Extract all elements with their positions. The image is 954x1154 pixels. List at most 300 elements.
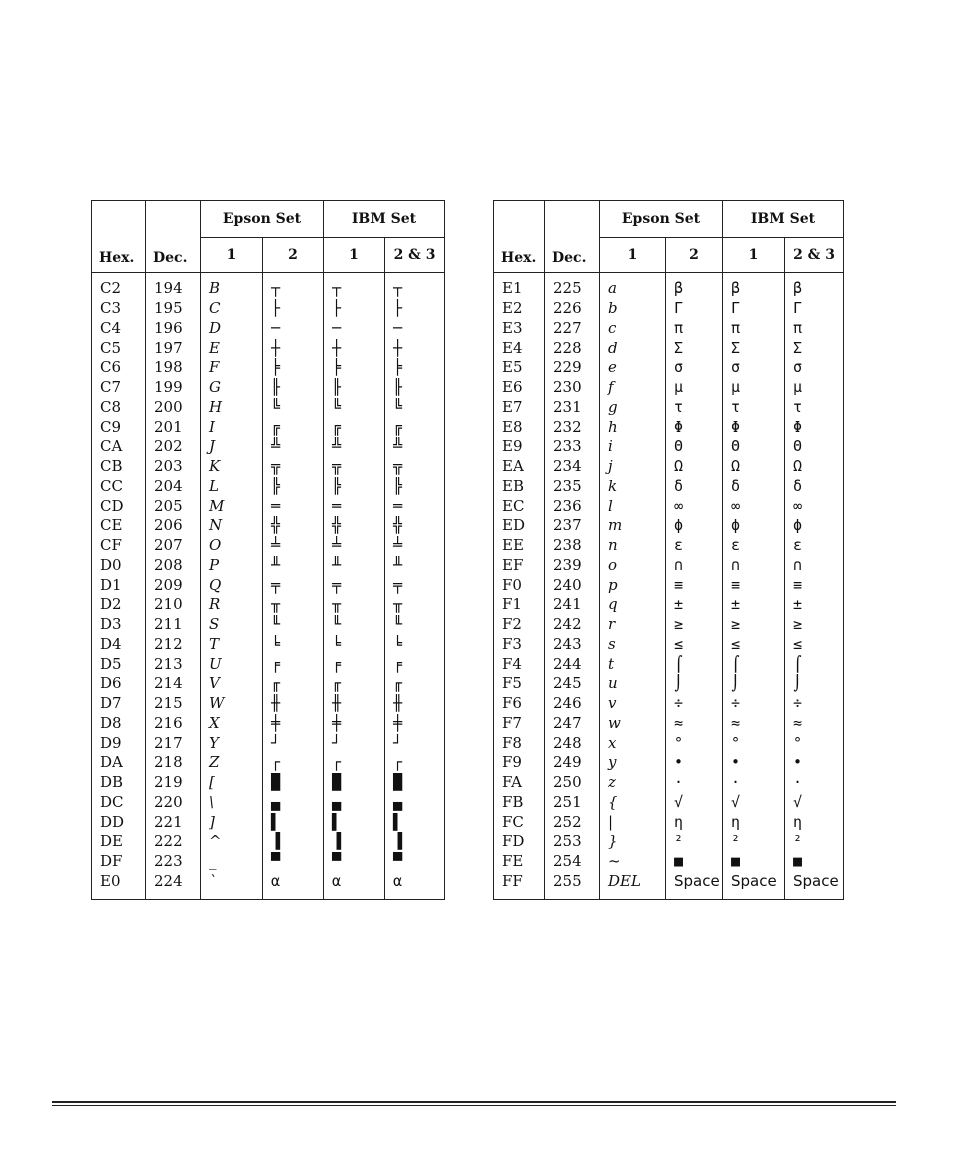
epson-1-cell: ~ [600, 852, 666, 872]
ibm-1-cell: ▐ [324, 832, 385, 852]
epson-col-1-header: 1 [600, 238, 666, 273]
ibm-23-cell: π [785, 319, 844, 339]
epson-1-cell: K [201, 457, 263, 477]
table-row [92, 595, 445, 615]
ibm-1-cell: ∩ [723, 556, 785, 576]
ibm-23-cell: ═ [385, 496, 445, 516]
ibm-1-cell: █ [324, 773, 385, 793]
dec-cell: 245 [545, 674, 600, 694]
epson-set-header: Epson Set [600, 201, 723, 238]
ibm-1-cell: ≤ [723, 635, 785, 655]
epson-1-cell: d [600, 338, 666, 358]
table-row [92, 575, 445, 595]
hex-cell: FA [494, 773, 545, 793]
epson-2-cell: ² [666, 832, 723, 852]
table-row [92, 477, 445, 497]
table-row [494, 773, 844, 793]
table-row [92, 852, 445, 872]
dec-cell: 232 [545, 417, 600, 437]
hex-cell: E3 [494, 319, 545, 339]
ibm-1-cell: Φ [723, 417, 785, 437]
hex-cell: C4 [92, 319, 146, 339]
ibm-set-header: IBM Set [324, 201, 445, 238]
table-row [494, 654, 844, 674]
ibm-1-cell: ϕ [723, 516, 785, 536]
dec-cell: 203 [146, 457, 201, 477]
epson-1-cell: b [600, 299, 666, 319]
epson-2-cell: ε [666, 536, 723, 556]
epson-1-cell: a [600, 273, 666, 299]
table-body-right [494, 273, 844, 900]
ibm-col-23-header: 2 & 3 [785, 238, 844, 273]
ibm-23-cell: ╫ [385, 694, 445, 714]
epson-1-cell: B [201, 273, 263, 299]
ibm-23-cell: ⌡ [785, 674, 844, 694]
dec-header: Dec. [146, 201, 201, 273]
table-row [494, 595, 844, 615]
dec-cell: 222 [146, 832, 201, 852]
ibm-23-cell: ▐ [385, 832, 445, 852]
table-row [92, 556, 445, 576]
table-row [494, 273, 844, 299]
table-row [92, 872, 445, 900]
dec-cell: 219 [146, 773, 201, 793]
dec-cell: 208 [146, 556, 201, 576]
epson-1-cell: { [600, 793, 666, 813]
dec-cell: 248 [545, 733, 600, 753]
epson-1-cell: _ [201, 852, 263, 872]
epson-2-cell: π [666, 319, 723, 339]
hex-cell: EB [494, 477, 545, 497]
ibm-1-cell: ° [723, 733, 785, 753]
dec-cell: 224 [146, 872, 201, 900]
ibm-23-cell: σ [785, 358, 844, 378]
epson-1-cell: J [201, 437, 263, 457]
epson-1-cell: ] [201, 812, 263, 832]
hex-cell: CB [92, 457, 146, 477]
epson-2-cell: ⌡ [666, 674, 723, 694]
epson-2-cell: · [666, 773, 723, 793]
hex-cell: D5 [92, 654, 146, 674]
epson-1-cell: DEL [600, 872, 666, 900]
epson-1-cell: o [600, 556, 666, 576]
hex-cell: E7 [494, 398, 545, 418]
epson-1-cell: n [600, 536, 666, 556]
epson-1-cell: z [600, 773, 666, 793]
ibm-1-cell: • [723, 753, 785, 773]
hex-cell: CE [92, 516, 146, 536]
epson-2-cell: ╒ [263, 654, 324, 674]
ibm-23-cell: Γ [785, 299, 844, 319]
table-row [92, 635, 445, 655]
epson-2-cell: Θ [666, 437, 723, 457]
epson-col-2-header: 2 [666, 238, 723, 273]
epson-2-cell: ╫ [263, 694, 324, 714]
ibm-1-cell: δ [723, 477, 785, 497]
ibm-23-cell: Σ [785, 338, 844, 358]
ibm-23-cell: ⌠ [785, 654, 844, 674]
hex-cell: F6 [494, 694, 545, 714]
ibm-23-cell: ∞ [785, 496, 844, 516]
ibm-1-cell: ╠ [324, 477, 385, 497]
ibm-23-cell: ╟ [385, 378, 445, 398]
table-row [92, 299, 445, 319]
epson-2-cell: √ [666, 793, 723, 813]
table-row [494, 516, 844, 536]
ibm-23-cell: ϕ [785, 516, 844, 536]
epson-2-cell: ╚ [263, 398, 324, 418]
dec-cell: 211 [146, 615, 201, 635]
epson-1-cell: v [600, 694, 666, 714]
dec-cell: 239 [545, 556, 600, 576]
table-row [494, 832, 844, 852]
ibm-1-cell: ═ [324, 496, 385, 516]
dec-cell: 244 [545, 654, 600, 674]
ibm-1-cell: Ω [723, 457, 785, 477]
footer-rule [52, 1101, 896, 1106]
table-row [494, 457, 844, 477]
epson-2-cell: ╟ [263, 378, 324, 398]
hex-cell: D4 [92, 635, 146, 655]
hex-cell: F1 [494, 595, 545, 615]
epson-1-cell: H [201, 398, 263, 418]
ibm-1-cell: ╩ [324, 437, 385, 457]
table-row [494, 496, 844, 516]
epson-1-cell: X [201, 714, 263, 734]
epson-2-cell: σ [666, 358, 723, 378]
epson-2-cell: ϕ [666, 516, 723, 536]
dec-cell: 204 [146, 477, 201, 497]
table-row [494, 398, 844, 418]
dec-cell: 241 [545, 595, 600, 615]
epson-1-cell: i [600, 437, 666, 457]
ibm-1-cell: Γ [723, 299, 785, 319]
ibm-1-cell: ╙ [324, 615, 385, 635]
dec-cell: 246 [545, 694, 600, 714]
epson-1-cell: Y [201, 733, 263, 753]
table-row [494, 417, 844, 437]
table-row [494, 753, 844, 773]
epson-1-cell: Z [201, 753, 263, 773]
epson-1-cell: m [600, 516, 666, 536]
ibm-1-cell: ╤ [324, 575, 385, 595]
epson-2-cell: ┼ [263, 338, 324, 358]
epson-1-cell: t [600, 654, 666, 674]
epson-2-cell: ° [666, 733, 723, 753]
ibm-23-cell: Θ [785, 437, 844, 457]
ibm-23-cell: ┘ [385, 733, 445, 753]
dec-cell: 212 [146, 635, 201, 655]
epson-1-cell: e [600, 358, 666, 378]
ibm-1-cell: ⌠ [723, 654, 785, 674]
epson-1-cell: q [600, 595, 666, 615]
epson-1-cell: ` [201, 872, 263, 900]
ibm-1-cell: ÷ [723, 694, 785, 714]
dec-cell: 216 [146, 714, 201, 734]
ibm-23-cell: δ [785, 477, 844, 497]
dec-cell: 198 [146, 358, 201, 378]
ibm-23-cell: ╙ [385, 615, 445, 635]
ibm-1-cell: ╘ [324, 635, 385, 655]
ibm-23-cell: ╚ [385, 398, 445, 418]
ibm-1-cell: ² [723, 832, 785, 852]
epson-1-cell: s [600, 635, 666, 655]
dec-cell: 207 [146, 536, 201, 556]
ibm-23-cell: ÷ [785, 694, 844, 714]
epson-2-cell: α [263, 872, 324, 900]
ibm-23-cell: α [385, 872, 445, 900]
dec-cell: 235 [545, 477, 600, 497]
dec-cell: 194 [146, 273, 201, 299]
dec-cell: 199 [146, 378, 201, 398]
epson-2-cell: ╙ [263, 615, 324, 635]
epson-1-cell: } [600, 832, 666, 852]
ibm-col-23-header: 2 & 3 [385, 238, 445, 273]
ibm-1-cell: ┬ [324, 273, 385, 299]
ibm-1-cell: ▄ [324, 793, 385, 813]
dec-cell: 220 [146, 793, 201, 813]
epson-2-cell: ╦ [263, 457, 324, 477]
ibm-1-cell: ▀ [324, 852, 385, 872]
hex-cell: F7 [494, 714, 545, 734]
ibm-set-header: IBM Set [723, 201, 844, 238]
ibm-1-cell: ╓ [324, 674, 385, 694]
epson-2-cell: β [666, 273, 723, 299]
hex-cell: FF [494, 872, 545, 900]
dec-cell: 234 [545, 457, 600, 477]
dec-cell: 205 [146, 496, 201, 516]
ibm-23-cell: ≈ [785, 714, 844, 734]
ibm-1-cell: · [723, 773, 785, 793]
dec-cell: 230 [545, 378, 600, 398]
ibm-23-cell: ² [785, 832, 844, 852]
epson-1-cell: W [201, 694, 263, 714]
table-row [494, 812, 844, 832]
dec-cell: 238 [545, 536, 600, 556]
dec-cell: 217 [146, 733, 201, 753]
epson-2-cell: Φ [666, 417, 723, 437]
epson-2-cell: ╩ [263, 437, 324, 457]
ibm-23-cell: ─ [385, 319, 445, 339]
epson-2-cell: ╞ [263, 358, 324, 378]
epson-2-cell: ÷ [666, 694, 723, 714]
epson-2-cell: ┬ [263, 273, 324, 299]
epson-2-cell: █ [263, 773, 324, 793]
table-row [92, 338, 445, 358]
table-row [92, 674, 445, 694]
dec-cell: 242 [545, 615, 600, 635]
ibm-23-cell: ▀ [385, 852, 445, 872]
dec-cell: 233 [545, 437, 600, 457]
epson-2-cell: Σ [666, 338, 723, 358]
epson-1-cell: x [600, 733, 666, 753]
table-row [92, 273, 445, 299]
hex-cell: CF [92, 536, 146, 556]
table-row [92, 437, 445, 457]
dec-cell: 236 [545, 496, 600, 516]
dec-cell: 243 [545, 635, 600, 655]
ibm-23-cell: τ [785, 398, 844, 418]
ibm-23-cell: η [785, 812, 844, 832]
hex-cell: D7 [92, 694, 146, 714]
epson-2-cell: ╓ [263, 674, 324, 694]
epson-1-cell: w [600, 714, 666, 734]
ibm-23-cell: √ [785, 793, 844, 813]
table-row [92, 417, 445, 437]
hex-cell: E0 [92, 872, 146, 900]
table-row [92, 457, 445, 477]
ibm-1-cell: α [324, 872, 385, 900]
epson-1-cell: c [600, 319, 666, 339]
epson-1-cell: E [201, 338, 263, 358]
epson-2-cell: ▀ [263, 852, 324, 872]
hex-header: Hex. [92, 201, 146, 273]
hex-header: Hex. [494, 201, 545, 273]
table-row [494, 575, 844, 595]
epson-2-cell: ≈ [666, 714, 723, 734]
hex-cell: D0 [92, 556, 146, 576]
hex-cell: E2 [494, 299, 545, 319]
epson-2-cell: ╪ [263, 714, 324, 734]
ibm-1-cell: ┌ [324, 753, 385, 773]
table-row [494, 714, 844, 734]
epson-2-cell: ╤ [263, 575, 324, 595]
ibm-1-cell: ┼ [324, 338, 385, 358]
ibm-23-cell: ∩ [785, 556, 844, 576]
epson-1-cell: T [201, 635, 263, 655]
ibm-1-cell: ε [723, 536, 785, 556]
dec-cell: 229 [545, 358, 600, 378]
ibm-23-cell: Ω [785, 457, 844, 477]
dec-cell: 196 [146, 319, 201, 339]
dec-cell: 201 [146, 417, 201, 437]
dec-cell: 215 [146, 694, 201, 714]
ibm-1-cell: ─ [324, 319, 385, 339]
character-table-right [493, 200, 844, 900]
hex-cell: C8 [92, 398, 146, 418]
epson-2-cell: ∞ [666, 496, 723, 516]
hex-cell: C5 [92, 338, 146, 358]
dec-cell: 225 [545, 273, 600, 299]
hex-cell: C2 [92, 273, 146, 299]
epson-1-cell: I [201, 417, 263, 437]
hex-cell: DC [92, 793, 146, 813]
ibm-23-cell: ╠ [385, 477, 445, 497]
dec-cell: 249 [545, 753, 600, 773]
hex-cell: DD [92, 812, 146, 832]
hex-cell: F0 [494, 575, 545, 595]
ibm-23-cell: ┼ [385, 338, 445, 358]
hex-cell: C9 [92, 417, 146, 437]
ibm-1-cell: ┘ [324, 733, 385, 753]
ibm-23-cell: ■ [785, 852, 844, 872]
ibm-23-cell: Space [785, 872, 844, 900]
epson-1-cell: \ [201, 793, 263, 813]
hex-cell: D6 [92, 674, 146, 694]
ibm-1-cell: ⌡ [723, 674, 785, 694]
ibm-1-cell: ╨ [324, 556, 385, 576]
dec-cell: 253 [545, 832, 600, 852]
ibm-1-cell: ╪ [324, 714, 385, 734]
ibm-23-cell: ▌ [385, 812, 445, 832]
ibm-1-cell: ╚ [324, 398, 385, 418]
dec-cell: 197 [146, 338, 201, 358]
table-row [92, 615, 445, 635]
table-row [92, 516, 445, 536]
ibm-1-cell: ╫ [324, 694, 385, 714]
hex-cell: E4 [494, 338, 545, 358]
epson-2-cell: ╠ [263, 477, 324, 497]
epson-1-cell: D [201, 319, 263, 339]
epson-1-cell: l [600, 496, 666, 516]
hex-cell: D8 [92, 714, 146, 734]
dec-cell: 214 [146, 674, 201, 694]
epson-2-cell: ═ [263, 496, 324, 516]
table-row [494, 733, 844, 753]
table-row [92, 832, 445, 852]
table-row [494, 674, 844, 694]
hex-cell: EC [494, 496, 545, 516]
hex-cell: E5 [494, 358, 545, 378]
hex-cell: DF [92, 852, 146, 872]
ibm-1-cell: ╒ [324, 654, 385, 674]
dec-cell: 226 [545, 299, 600, 319]
ibm-23-cell: ▄ [385, 793, 445, 813]
epson-col-2-header: 2 [263, 238, 324, 273]
hex-cell: FD [494, 832, 545, 852]
epson-2-cell: ┘ [263, 733, 324, 753]
hex-cell: EA [494, 457, 545, 477]
ibm-23-cell: ╤ [385, 575, 445, 595]
ibm-23-cell: ┬ [385, 273, 445, 299]
ibm-23-cell: ° [785, 733, 844, 753]
epson-1-cell: r [600, 615, 666, 635]
table-row [494, 378, 844, 398]
hex-cell: F5 [494, 674, 545, 694]
epson-1-cell: L [201, 477, 263, 497]
epson-1-cell: N [201, 516, 263, 536]
hex-cell: EE [494, 536, 545, 556]
hex-cell: D1 [92, 575, 146, 595]
dec-cell: 254 [545, 852, 600, 872]
ibm-1-cell: ╞ [324, 358, 385, 378]
ibm-1-cell: Space [723, 872, 785, 900]
dec-cell: 200 [146, 398, 201, 418]
ibm-1-cell: ╧ [324, 536, 385, 556]
hex-cell: DA [92, 753, 146, 773]
ibm-1-cell: ■ [723, 852, 785, 872]
ibm-23-cell: ╒ [385, 654, 445, 674]
hex-cell: C6 [92, 358, 146, 378]
hex-cell: E6 [494, 378, 545, 398]
table-row [494, 299, 844, 319]
ibm-1-cell: ╦ [324, 457, 385, 477]
table-row [92, 496, 445, 516]
table-row [494, 338, 844, 358]
table-row [92, 319, 445, 339]
epson-1-cell: U [201, 654, 263, 674]
ibm-23-cell: ╨ [385, 556, 445, 576]
ibm-1-cell: ╟ [324, 378, 385, 398]
epson-2-cell: • [666, 753, 723, 773]
character-table-left [91, 200, 445, 900]
epson-set-header: Epson Set [201, 201, 324, 238]
hex-cell: DB [92, 773, 146, 793]
epson-2-cell: ∩ [666, 556, 723, 576]
ibm-col-1-header: 1 [324, 238, 385, 273]
ibm-23-cell: · [785, 773, 844, 793]
ibm-1-cell: η [723, 812, 785, 832]
